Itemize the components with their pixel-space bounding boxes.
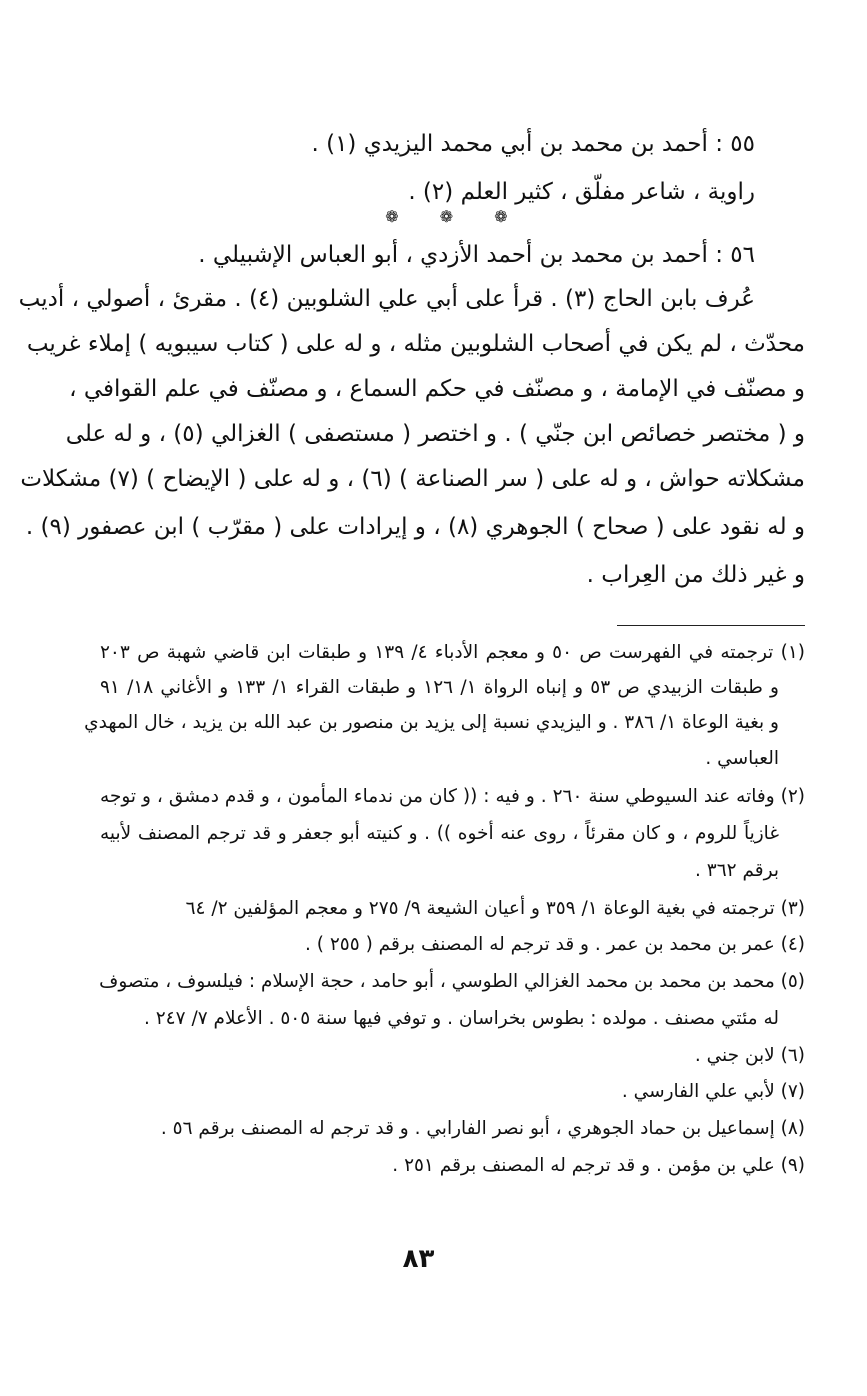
footnote-1-line: (١) ترجمته في الفهرست ص ٥٠ و معجم الأدباء ٤/ ١٣٩ و طبقات ابن قاضي شهبة ص ٢٠٣ [100, 642, 805, 663]
footnote-separator [617, 625, 805, 626]
entry-56-line: مشكلاته حواش ، و له على ( سر الصناعة ) (٦) ، و له على ( الإيضاح ) (٧) مشكلات [20, 466, 805, 492]
footnote-1-line: و بغية الوعاة ١/ ٣٨٦ . و اليزيدي نسبة إلى يزيد بن منصور بن عبد الله بن يزيد ، خال المهدي [84, 712, 779, 733]
section-ornament: ❁ ❁ ❁ [385, 207, 526, 226]
entry-55-title: ٥٥ : أحمد بن محمد بن أبي محمد اليزيدي (١) . [311, 131, 755, 157]
footnote-1-line: العباسي . [705, 748, 779, 769]
entry-56-line: و ( مختصر خصائص ابن جنّي ) . و اختصر ( مستصفى ) الغزالي (٥) ، و له على [65, 421, 805, 447]
entry-55-description: راوية ، شاعر مفلّق ، كثير العلم (٢) . [408, 179, 755, 205]
footnote-5-line: له مئتي مصنف . مولده : بطوس بخراسان . و توفي فيها سنة ٥٠٥ . الأعلام ٧/ ٢٤٧ . [143, 1008, 779, 1029]
footnote-9: (٩) علي بن مؤمن . و قد ترجم له المصنف برقم ٢٥١ . [392, 1155, 805, 1176]
footnote-7: (٧) لأبي علي الفارسي . [621, 1081, 805, 1102]
footnote-3: (٣) ترجمته في بغية الوعاة ١/ ٣٥٩ و أعيان الشيعة ٩/ ٢٧٥ و معجم المؤلفين ٢/ ٦٤ [185, 898, 805, 919]
footnote-2-line: برقم ٣٦٢ . [695, 860, 779, 881]
footnote-5-line: (٥) محمد بن محمد بن محمد الغزالي الطوسي ، أبو حامد ، حجة الإسلام : فيلسوف ، متصوف [99, 971, 805, 992]
footnote-4: (٤) عمر بن محمد بن عمر . و قد ترجم له المصنف برقم ( ٢٥٥ ) . [305, 934, 805, 955]
footnote-2-line: (٢) وفاته عند السيوطي سنة ٢٦٠ . و فيه : (( كان من ندماء المأمون ، و قدم دمشق ، و توجه [100, 786, 806, 807]
entry-56-line: و مصنّف في الإمامة ، و مصنّف في حكم السماع ، و مصنّف في علم القوافي ، [69, 376, 805, 402]
entry-56-line: محدّث ، لم يكن في أصحاب الشلوبين مثله ، و له على ( كتاب سيبويه ) إملاء غريب [26, 331, 805, 357]
footnote-1-line: و طبقات الزبيدي ص ٥٣ و إنباه الرواة ١/ ١٢٦ و طبقات القراء ١/ ١٣٣ و الأغاني ١٨/ ٩١ [100, 677, 779, 698]
entry-56-line: و له نقود على ( صحاح ) الجوهري (٨) ، و إيرادات على ( مقرّب ) ابن عصفور (٩) . [25, 514, 805, 540]
footnote-6: (٦) لابن جني . [694, 1045, 805, 1066]
page-number: ٨٣ [402, 1244, 435, 1274]
entry-56-title: ٥٦ : أحمد بن محمد بن أحمد الأزدي ، أبو العباس الإشبيلي . [198, 242, 755, 268]
footnote-8: (٨) إسماعيل بن حماد الجوهري ، أبو نصر الفارابي . و قد ترجم له المصنف برقم ٥٦ . [160, 1118, 805, 1139]
entry-56-line: عُرف بابن الحاج (٣) . قرأ على أبي علي الشلوبين (٤) . مقرئ ، أصولي ، أديب [18, 286, 755, 312]
entry-56-line: و غير ذلك من العِراب . [586, 562, 805, 588]
footnote-2-line: غازياً للروم ، و كان مقرئاً ، روى عنه أخوه )) . و كنيته أبو جعفر و قد ترجم المصنف لأبيه [100, 823, 779, 844]
